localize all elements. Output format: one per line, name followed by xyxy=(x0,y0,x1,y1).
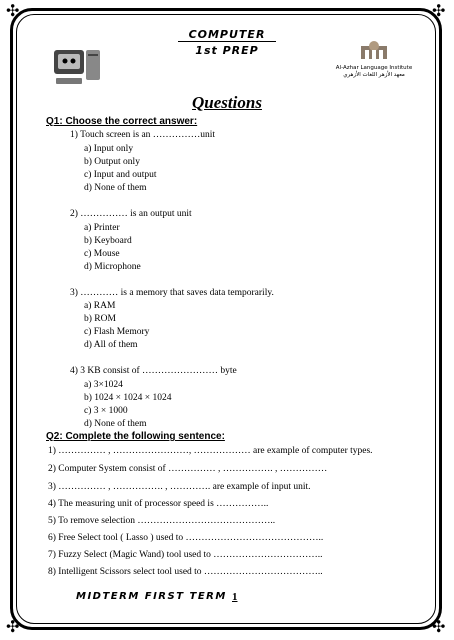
corner-ornament-icon: ✣ xyxy=(6,619,20,636)
q1-stem: 3) ………… is a memory that saves data temporarily. xyxy=(70,288,274,298)
q1-option: d) All of them xyxy=(84,340,138,350)
logo-text-ar: معهد الأزهر اللغات الأزهري xyxy=(343,72,405,78)
q1-option: c) Flash Memory xyxy=(84,327,150,337)
q1-option: a) Input only xyxy=(84,144,134,154)
q1-option: c) Input and output xyxy=(84,170,157,180)
q2-item: 6) Free Select tool ( Lasso ) used to …………………………………….. xyxy=(48,533,324,543)
logo-text-en: Al-Azhar Language Institute xyxy=(335,65,413,71)
header-divider xyxy=(178,41,276,42)
q1-option: a) Printer xyxy=(84,223,120,233)
computer-mascot-icon xyxy=(52,46,104,88)
q1-heading: Q1: Choose the correct answer: xyxy=(46,116,198,127)
q1-option: b) 1024 × 1024 × 1024 xyxy=(84,393,172,403)
q2-item: 7) Fuzzy Select (Magic Wand) tool used to …………………………….. xyxy=(48,550,323,560)
institute-logo xyxy=(330,40,418,84)
footer-label: MIDTERM FIRST TERM xyxy=(76,591,227,602)
q1-option: c) Mouse xyxy=(84,249,120,259)
q1-stem: 1) Touch screen is an ……………unit xyxy=(70,130,216,140)
q1-option: b) Output only xyxy=(84,157,140,167)
q1-option: d) None of them xyxy=(84,183,147,193)
corner-ornament-icon: ✣ xyxy=(432,619,446,636)
q2-item: 5) To remove selection …………………………………….. xyxy=(48,516,276,526)
institute-logo-icon xyxy=(357,40,391,60)
q1-option: b) ROM xyxy=(84,314,116,324)
page-number: 1 xyxy=(232,591,238,603)
q1-option: a) 3×1024 xyxy=(84,380,123,390)
q2-item: 3) …………… , ……………. , …………. are example of input unit. xyxy=(48,482,311,492)
q1-option: c) 3 × 1000 xyxy=(84,406,128,416)
corner-ornament-icon: ✣ xyxy=(6,3,20,20)
q1-stem: 2) …………… is an output unit xyxy=(70,209,192,219)
q2-item: 4) The measuring unit of processor speed is …………….. xyxy=(48,499,269,509)
q2-item: 1) …………… , ……………………, ……………… are example of computer types. xyxy=(48,446,373,456)
q1-option: d) Microphone xyxy=(84,262,141,272)
q1-option: d) None of them xyxy=(84,419,147,429)
q2-item: 2) Computer System consist of …………… , ……………. , …………… xyxy=(48,464,328,474)
corner-ornament-icon: ✣ xyxy=(432,3,446,20)
q1-option: b) Keyboard xyxy=(84,236,132,246)
header-grade: 1st PREP xyxy=(195,44,259,57)
header-subject: COMPUTER xyxy=(188,28,266,41)
q1-stem: 4) 3 KB consist of …………………… byte xyxy=(70,366,237,376)
q2-heading: Q2: Complete the following sentence: xyxy=(46,431,225,442)
q1-option: a) RAM xyxy=(84,301,116,311)
q2-item: 8) Intelligent Scissors select tool used to ……………………………….. xyxy=(48,567,323,577)
page-title: Questions xyxy=(192,93,262,112)
